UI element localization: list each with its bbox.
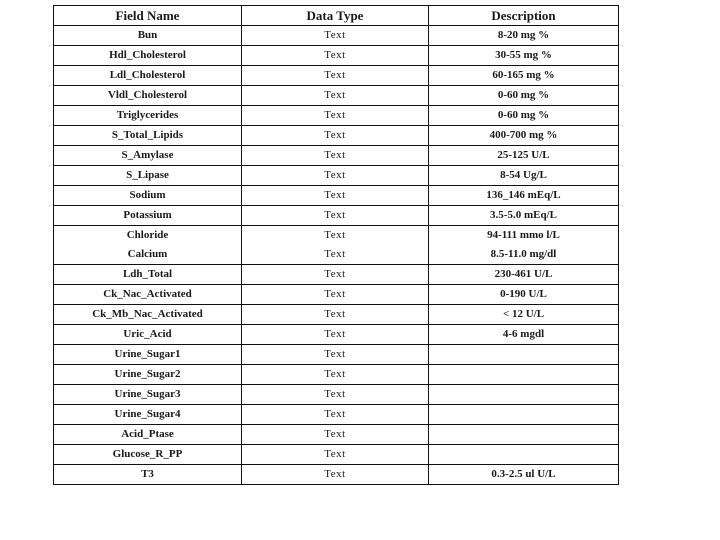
cell-field-name: Urine_Sugar4 bbox=[54, 405, 242, 425]
table-row bbox=[54, 26, 619, 46]
cell-data-type: Text bbox=[242, 26, 429, 46]
table-row bbox=[54, 245, 619, 265]
table-row bbox=[54, 265, 619, 285]
cell-description: 0.3-2.5 ul U/L bbox=[429, 465, 619, 485]
cell-data-type: Text bbox=[242, 425, 429, 445]
header-data-type: Data Type bbox=[242, 6, 429, 26]
table-row bbox=[54, 385, 619, 405]
table-row bbox=[54, 365, 619, 385]
table-row bbox=[54, 186, 619, 206]
table-row bbox=[54, 425, 619, 445]
cell-description: 0-190 U/L bbox=[429, 285, 619, 305]
cell-data-type: Text bbox=[242, 186, 429, 206]
cell-data-type: Text bbox=[242, 106, 429, 126]
table-row bbox=[54, 46, 619, 66]
table-row bbox=[54, 66, 619, 86]
cell-data-type: Text bbox=[242, 305, 429, 325]
cell-field-name: Triglycerides bbox=[54, 106, 242, 126]
cell-data-type: Text bbox=[242, 445, 429, 465]
cell-data-type: Text bbox=[242, 146, 429, 166]
table-row bbox=[54, 86, 619, 106]
table-row bbox=[54, 146, 619, 166]
cell-data-type: Text bbox=[242, 86, 429, 106]
cell-data-type: Text bbox=[242, 325, 429, 345]
cell-description: 136_146 mEq/L bbox=[429, 186, 619, 206]
cell-description: 0-60 mg % bbox=[429, 86, 619, 106]
cell-field-name: Calcium bbox=[54, 245, 242, 265]
cell-description: 60-165 mg % bbox=[429, 66, 619, 86]
cell-field-name: Chloride bbox=[54, 226, 242, 246]
cell-field-name: Vldl_Cholesterol bbox=[54, 86, 242, 106]
cell-field-name: Bun bbox=[54, 26, 242, 46]
cell-description: 94-111 mmo l/L bbox=[429, 226, 619, 246]
cell-description bbox=[429, 345, 619, 365]
cell-field-name: Potassium bbox=[54, 206, 242, 226]
cell-field-name: Ldl_Cholesterol bbox=[54, 66, 242, 86]
cell-description: 8.5-11.0 mg/dl bbox=[429, 245, 619, 265]
cell-description: 25-125 U/L bbox=[429, 146, 619, 166]
cell-field-name: Urine_Sugar1 bbox=[54, 345, 242, 365]
table-body bbox=[54, 26, 619, 485]
table-row bbox=[54, 445, 619, 465]
table-row bbox=[54, 465, 619, 485]
cell-field-name: T3 bbox=[54, 465, 242, 485]
cell-field-name: Urine_Sugar2 bbox=[54, 365, 242, 385]
cell-description bbox=[429, 365, 619, 385]
cell-description: 8-20 mg % bbox=[429, 26, 619, 46]
cell-data-type: Text bbox=[242, 245, 429, 265]
cell-field-name: S_Total_Lipids bbox=[54, 126, 242, 146]
cell-data-type: Text bbox=[242, 345, 429, 365]
table-row bbox=[54, 126, 619, 146]
document-page bbox=[53, 5, 618, 485]
cell-data-type: Text bbox=[242, 66, 429, 86]
cell-field-name: Ck_Nac_Activated bbox=[54, 285, 242, 305]
cell-description: 3.5-5.0 mEq/L bbox=[429, 206, 619, 226]
table-row bbox=[54, 206, 619, 226]
cell-field-name: Ck_Mb_Nac_Activated bbox=[54, 305, 242, 325]
cell-field-name: Acid_Ptase bbox=[54, 425, 242, 445]
table-row bbox=[54, 166, 619, 186]
cell-field-name: S_Amylase bbox=[54, 146, 242, 166]
cell-data-type: Text bbox=[242, 265, 429, 285]
cell-description bbox=[429, 385, 619, 405]
table-row bbox=[54, 325, 619, 345]
table-header-row bbox=[54, 6, 619, 26]
cell-data-type: Text bbox=[242, 285, 429, 305]
cell-data-type: Text bbox=[242, 166, 429, 186]
cell-description: 400-700 mg % bbox=[429, 126, 619, 146]
cell-description: 4-6 mgdl bbox=[429, 325, 619, 345]
header-field-name: Field Name bbox=[54, 6, 242, 26]
cell-description bbox=[429, 425, 619, 445]
cell-description: < 12 U/L bbox=[429, 305, 619, 325]
table-row bbox=[54, 106, 619, 126]
cell-field-name: Urine_Sugar3 bbox=[54, 385, 242, 405]
field-definition-table bbox=[53, 5, 619, 485]
cell-data-type: Text bbox=[242, 226, 429, 246]
table-row bbox=[54, 226, 619, 246]
cell-field-name: Sodium bbox=[54, 186, 242, 206]
table-row bbox=[54, 345, 619, 365]
table-row bbox=[54, 305, 619, 325]
cell-data-type: Text bbox=[242, 126, 429, 146]
cell-field-name: Ldh_Total bbox=[54, 265, 242, 285]
cell-data-type: Text bbox=[242, 46, 429, 66]
table-row bbox=[54, 285, 619, 305]
cell-description: 0-60 mg % bbox=[429, 106, 619, 126]
cell-data-type: Text bbox=[242, 385, 429, 405]
cell-field-name: S_Lipase bbox=[54, 166, 242, 186]
cell-data-type: Text bbox=[242, 365, 429, 385]
cell-description bbox=[429, 405, 619, 425]
cell-description: 230-461 U/L bbox=[429, 265, 619, 285]
cell-field-name: Hdl_Cholesterol bbox=[54, 46, 242, 66]
cell-description bbox=[429, 445, 619, 465]
cell-data-type: Text bbox=[242, 206, 429, 226]
cell-field-name: Uric_Acid bbox=[54, 325, 242, 345]
header-description: Description bbox=[429, 6, 619, 26]
cell-description: 8-54 Ug/L bbox=[429, 166, 619, 186]
cell-description: 30-55 mg % bbox=[429, 46, 619, 66]
cell-data-type: Text bbox=[242, 465, 429, 485]
cell-data-type: Text bbox=[242, 405, 429, 425]
table-row bbox=[54, 405, 619, 425]
cell-field-name: Glucose_R_PP bbox=[54, 445, 242, 465]
